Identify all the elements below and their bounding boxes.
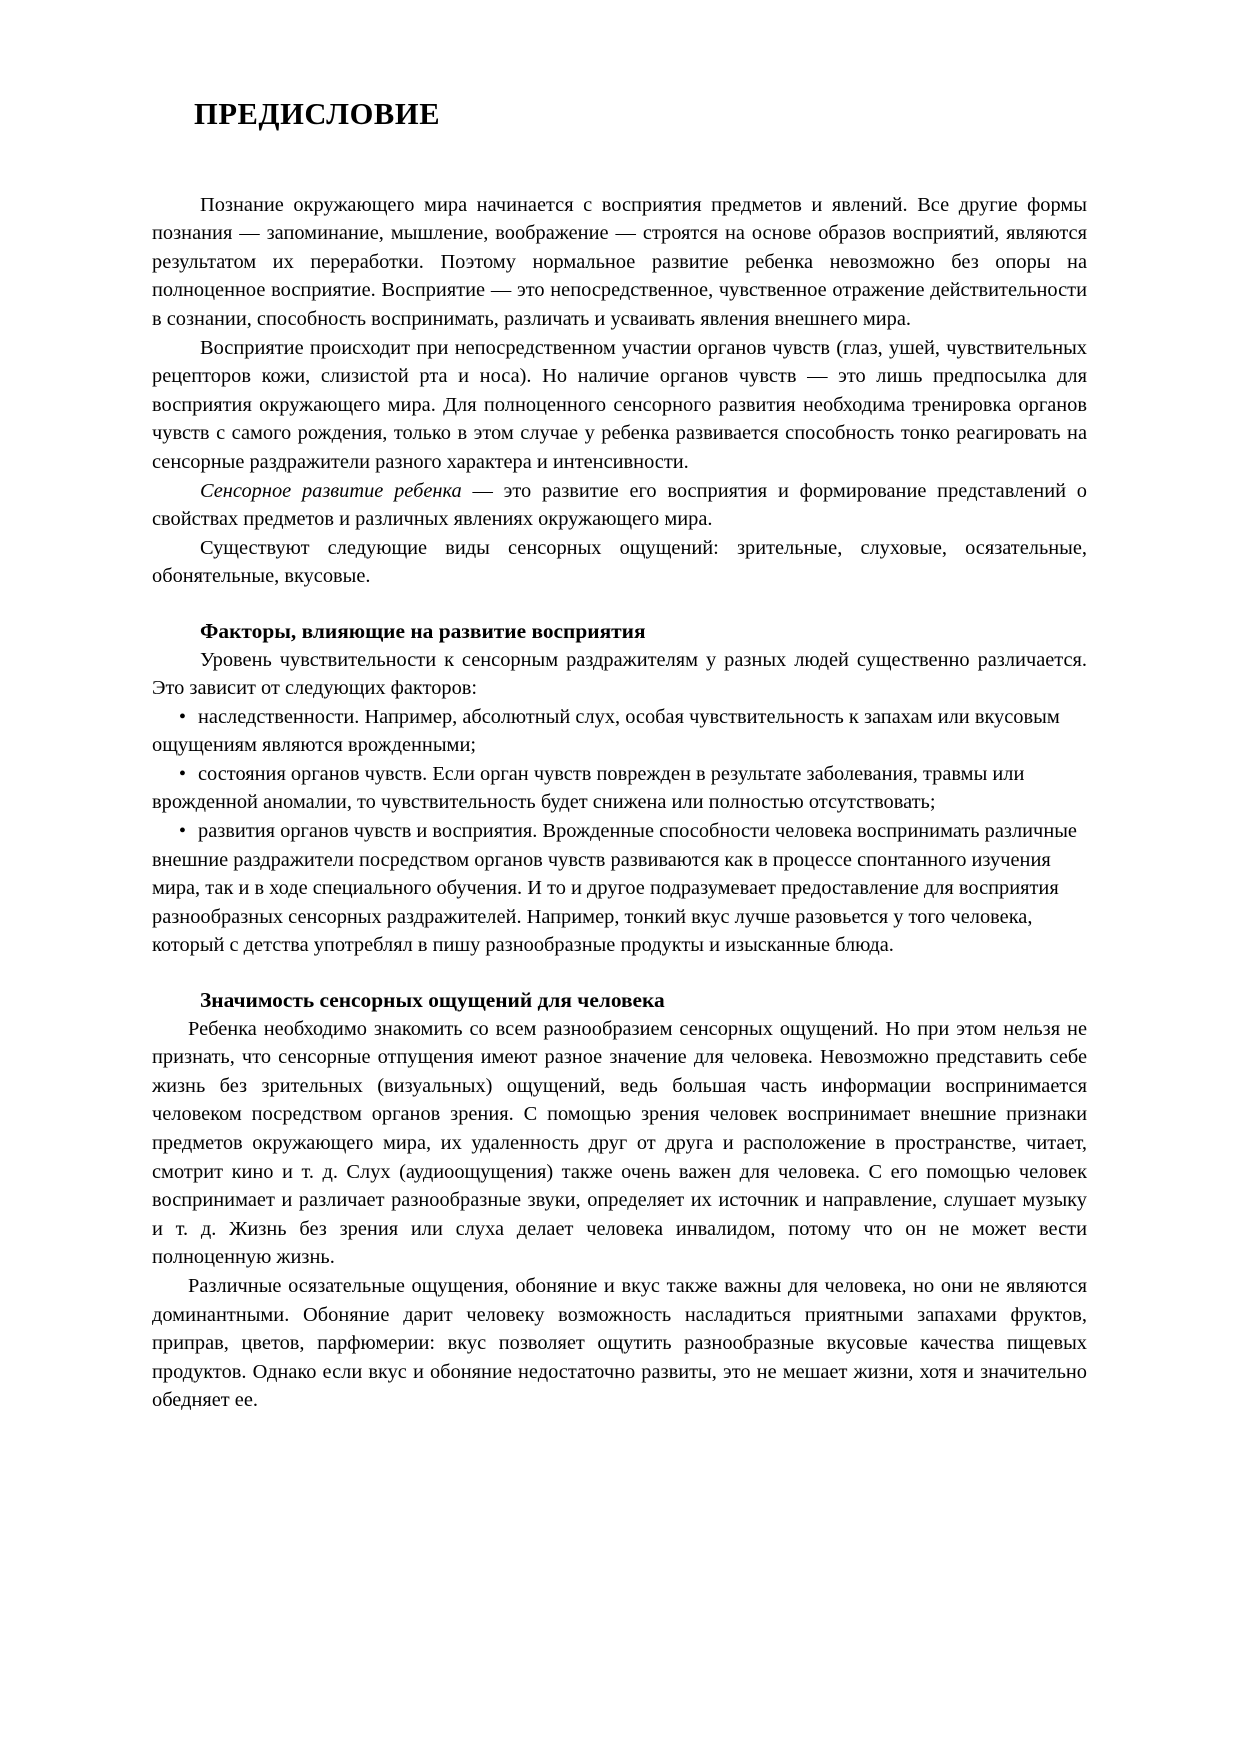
factors-heading: Факторы, влияющие на развитие восприятия	[200, 618, 646, 643]
list-item	[152, 817, 1087, 960]
sensory-development-term: Сенсорное развитие ребенка	[200, 479, 462, 502]
factors-bullet-list	[152, 703, 1087, 960]
list-item	[152, 760, 1087, 817]
significance-paragraph-2: Различные осязательные ощущения, обоняние и вкус также важны для человека, но они не являются доминантными. Обоняние дарит человеку возможность насладиться приятными запахами фруктов, приправ, цветов, парфюмерии: вкус позволяет ощутить разнообразные вкусовые качества пищевых продуктов. Однако если вкус и обоняние недостаточно развиты, это не мешает жизни, хотя и значительно обедняет ее.	[152, 1274, 1087, 1412]
bullet-icon: •	[178, 820, 186, 843]
spacer-before-factors-heading	[152, 591, 1087, 617]
list-item-text: развития органов чувств и восприятия. Врожденные способности человека воспринимать различные внешние раздражители посредством органов чувств развиваются как в процессе спонтанного изучения мира, так и в ходе специального обучения. И то и другое подразумевает предоставление для восприятия разнообразных сенсорных раздражителей. Например, тонкий вкус лучше разовьется у того человека, который с детства употреблял в пишу разнообразные продукты и изысканные блюда.	[152, 820, 1077, 957]
list-item-text: состояния органов чувств. Если орган чувств поврежден в результате заболевания, травмы или врожденной аномалии, то чувствительность будет снижена или полностью отсутствовать;	[152, 762, 1025, 814]
intro-section	[152, 191, 1087, 591]
significance-paragraph-1: Ребенка необходимо знакомить со всем разнообразием сенсорных ощущений. Но при этом нельзя не признать, что сенсорные отпущения имеют разное значение для человека. Невозможно представить себе жизнь без зрительных (визуальных) ощущений, ведь большая часть информации воспринимается человеком посредством органов зрения. С помощью зрения человек воспринимает внешние признаки предметов окружающего мира, их удаленность друг от друга и расположение в пространстве, читает, смотрит кино и т. д. Слух (аудиоощущения) также очень важен для человека. С его помощью человек воспринимает и различает разнообразные звуки, определяет их источник и направление, слушает музыку и т. д. Жизнь без зрения или слуха делает человека инвалидом, потому что он не может вести полноценную жизнь.	[152, 1017, 1087, 1269]
significance-section	[152, 986, 1087, 1415]
factors-section	[152, 617, 1087, 960]
intro-paragraph-3	[152, 477, 1087, 534]
list-item-text: наследственности. Например, абсолютный слух, особая чувствительность к запахам или вкусовым ощущениям являются врожденными;	[152, 705, 1060, 757]
bullet-icon: •	[178, 705, 186, 728]
factors-lead-paragraph: Уровень чувствительности к сенсорным раздражителям у разных людей существенно различается. Это зависит от следующих факторов:	[152, 648, 1087, 700]
list-item	[152, 703, 1087, 760]
spacer-before-significance-heading	[152, 960, 1087, 986]
intro-paragraph-4: Существуют следующие виды сенсорных ощущений: зрительные, слуховые, осязательные, обонятельные, вкусовые.	[152, 536, 1087, 588]
intro-paragraph-3-rest: — это развитие его восприятия и формирование представлений о свойствах предметов и различных явлениях окружающего мира.	[152, 479, 1087, 531]
page-title: ПРЕДИСЛОВИЕ	[194, 97, 441, 131]
significance-heading: Значимость сенсорных ощущений для человека	[200, 988, 665, 1013]
bullet-icon: •	[178, 762, 186, 785]
intro-paragraph-2: Восприятие происходит при непосредственном участии органов чувств (глаз, ушей, чувствительных рецепторов кожи, слизистой рта и носа). Но наличие органов чувств — это лишь предпосылка для восприятия окружающего мира. Для полноценного сенсорного развития необходима тренировка органов чувств с самого рождения, только в этом случае у ребенка развивается способность тонко реагировать на сенсорные раздражители разного характера и интенсивности.	[152, 336, 1087, 473]
page-content-column	[152, 96, 1087, 1415]
intro-paragraph-1: Познание окружающего мира начинается с восприятия предметов и явлений. Все другие формы познания — запоминание, мышление, воображение — строятся на основе образов восприятий, являются результатом их переработки. Поэтому нормальное развитие ребенка невозможно без опоры на полноценное восприятие. Восприятие — это непосредственное, чувственное отражение действительности в сознании, способность воспринимать, различать и усваивать явления внешнего мира.	[152, 193, 1087, 330]
